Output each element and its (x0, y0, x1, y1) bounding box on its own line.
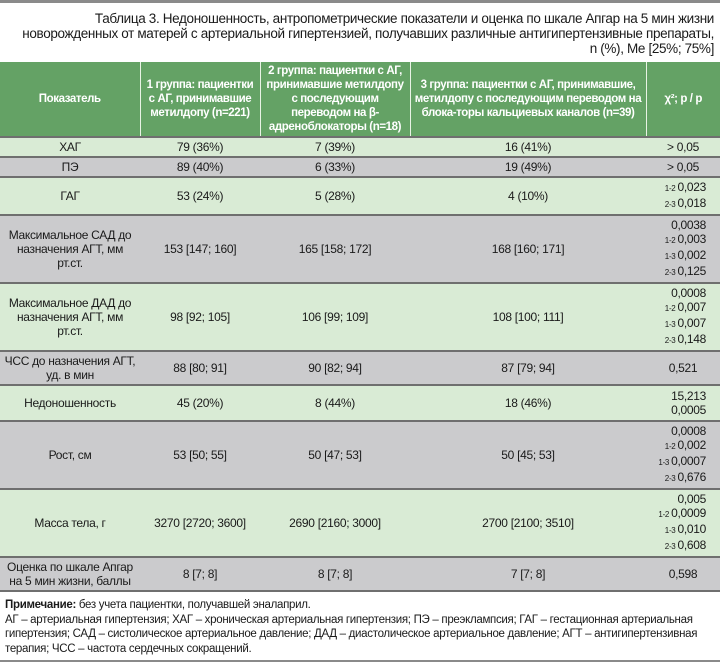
p-value: 0,125 (677, 264, 706, 278)
p-value-line (649, 389, 706, 403)
p-value: > 0,05 (667, 160, 699, 174)
table-row (0, 215, 720, 283)
p-value-cell (646, 351, 720, 385)
p-value: 0,0008 (671, 424, 706, 438)
p-value-cell (646, 177, 720, 215)
group-2-value: 7 (39%) (260, 137, 410, 157)
comparison-label: 2-3 (664, 200, 676, 209)
group-2-value: 2690 [2160; 3000] (260, 489, 410, 557)
p-value-line (649, 264, 706, 280)
table-row (0, 385, 720, 421)
group-3-value: 2700 [2100; 3510] (410, 489, 646, 557)
group-3-value: 4 (10%) (410, 177, 646, 215)
group-2-value: 90 [82; 94] (260, 351, 410, 385)
p-value-cell (646, 283, 720, 351)
comparison-label: 1-3 (658, 458, 670, 467)
table-row (0, 283, 720, 351)
p-value-line (649, 218, 706, 232)
p-value: 0,023 (677, 180, 706, 194)
group-1-value: 53 (24%) (140, 177, 260, 215)
group-3-value: 18 (46%) (410, 385, 646, 421)
p-value-cell (646, 489, 720, 557)
header-group-2: 2 группа: пациентки с АГ, принимавшие метилдопу с последующим переводом на β-адреноблокаторы (n=18) (260, 62, 410, 137)
row-label: ХАГ (0, 137, 140, 157)
p-value: 0,0005 (671, 403, 706, 417)
p-value: 0,010 (677, 522, 706, 536)
p-value-line (649, 196, 706, 212)
header-group-3: 3 группа: пациентки с АГ, принимавшие, метилдопу с последующим переводом на блока-торы кальциевых каналов (n=39) (410, 62, 646, 137)
p-value-line (649, 232, 706, 248)
p-value-line (649, 180, 706, 196)
comparison-label: 2-3 (664, 474, 676, 483)
comparison-label: 1-2 (664, 304, 676, 313)
comparison-label: 1-2 (658, 510, 670, 519)
table-row (0, 157, 720, 177)
group-3-value: 19 (49%) (410, 157, 646, 177)
group-3-value: 7 [7; 8] (410, 557, 646, 591)
notes-text: без учета пациентки, получавшей эналаприл. (76, 599, 311, 611)
row-label: Максимальное ДАД до назначения АГТ, мм рт.ст. (0, 283, 140, 351)
group-2-value: 106 [99; 109] (260, 283, 410, 351)
p-value-cell (646, 557, 720, 591)
group-1-value: 98 [92; 105] (140, 283, 260, 351)
p-value-line (649, 332, 706, 348)
group-1-value: 79 (36%) (140, 137, 260, 157)
p-value: 0,0008 (671, 286, 706, 300)
p-value-line (649, 506, 706, 522)
row-label: ЧСС до назначения АГТ, уд. в мин (0, 351, 140, 385)
p-value-line (649, 140, 717, 154)
comparison-label: 2-3 (664, 268, 676, 277)
p-value-cell (646, 215, 720, 283)
table-row (0, 489, 720, 557)
p-value: 0,608 (677, 538, 706, 552)
table-row (0, 421, 720, 489)
notes-label: Примечание: (5, 599, 76, 611)
p-value: 0,018 (677, 196, 706, 210)
p-value-cell (646, 385, 720, 421)
p-value-line (649, 403, 706, 417)
p-value: 0,598 (668, 567, 698, 581)
notes-abbreviations: АГ – артериальная гипертензия; ХАГ – хроническая артериальная гипертензия; ПЭ – преэклампсия; ГАГ – гестационная артериальная гипертензия; САД – систолическое артериальное давление; ДАД – диастолическое артериальное давление; АГТ – антигипертензивная терапия; ЧСС – частота сердечных сокращений. (5, 613, 698, 655)
p-value: 0,148 (677, 332, 706, 346)
table-row (0, 137, 720, 157)
group-1-value: 8 [7; 8] (140, 557, 260, 591)
p-value-line (649, 454, 706, 470)
header-indicator: Показатель (0, 62, 140, 137)
group-1-value: 45 (20%) (140, 385, 260, 421)
header-p-value: χ²; p / p (646, 62, 720, 137)
table-row (0, 177, 720, 215)
p-value-line (649, 424, 706, 438)
p-value-line (649, 248, 706, 264)
table-notes (5, 598, 715, 656)
p-value-line (649, 438, 706, 454)
p-value: > 0,05 (667, 140, 699, 154)
comparison-label: 1-2 (664, 442, 676, 451)
row-label: Рост, см (0, 421, 140, 489)
top-rule (0, 0, 720, 3)
group-3-value: 50 [45; 53] (410, 421, 646, 489)
group-3-value: 87 [79; 94] (410, 351, 646, 385)
table-row (0, 557, 720, 591)
group-2-value: 8 [7; 8] (260, 557, 410, 591)
comparison-label: 1-2 (664, 236, 676, 245)
group-3-value: 108 [100; 111] (410, 283, 646, 351)
group-2-value: 50 [47; 53] (260, 421, 410, 489)
p-value: 0,007 (677, 300, 706, 314)
row-label: ПЭ (0, 157, 140, 177)
comparison-label: 1-3 (664, 320, 676, 329)
table-row (0, 351, 720, 385)
comparison-label: 2-3 (664, 542, 676, 551)
p-value: 0,676 (677, 470, 706, 484)
row-label: Масса тела, г (0, 489, 140, 557)
group-1-value: 153 [147; 160] (140, 215, 260, 283)
group-1-value: 88 [80; 91] (140, 351, 260, 385)
p-value-cell (646, 421, 720, 489)
comparison-label: 1-3 (664, 252, 676, 261)
group-1-value: 89 (40%) (140, 157, 260, 177)
p-value-line (649, 300, 706, 316)
group-1-value: 53 [50; 55] (140, 421, 260, 489)
p-value-line (649, 567, 717, 581)
p-value: 0,002 (677, 248, 706, 262)
group-3-value: 168 [160; 171] (410, 215, 646, 283)
p-value-line (649, 538, 706, 554)
comparison-label: 1-2 (664, 184, 676, 193)
p-value: 0,0009 (671, 506, 706, 520)
p-value-line (649, 316, 706, 332)
data-table (0, 62, 720, 592)
header-group-1: 1 группа: пациентки с АГ, принимавшие метилдопу (n=221) (140, 62, 260, 137)
group-2-value: 5 (28%) (260, 177, 410, 215)
row-label: ГАГ (0, 177, 140, 215)
p-value: 0,0007 (671, 454, 706, 468)
group-1-value: 3270 [2720; 3600] (140, 489, 260, 557)
p-value: 15,213 (671, 389, 706, 403)
header-row (0, 62, 720, 137)
p-value-cell (646, 157, 720, 177)
group-3-value: 16 (41%) (410, 137, 646, 157)
row-label: Максимальное САД до назначения АГТ, мм рт.ст. (0, 215, 140, 283)
comparison-label: 2-3 (664, 336, 676, 345)
p-value-line (649, 470, 706, 486)
group-2-value: 8 (44%) (260, 385, 410, 421)
p-value-line (649, 522, 706, 538)
p-value: 0,007 (677, 316, 706, 330)
p-value-cell (646, 137, 720, 157)
p-value: 0,521 (668, 361, 698, 375)
table-title: Таблица 3. Недоношенность, антропометрические показатели и оценка по шкале Апгар на 5 мин жизни новорожденных от матерей с артериальной гипертензией, получавших различные антигипертензивные препараты, n (%), Me [25%; 75%] (22, 11, 714, 56)
p-value: 0,002 (677, 438, 706, 452)
row-label: Недоношенность (0, 385, 140, 421)
row-label: Оценка по шкале Апгар на 5 мин жизни, баллы (0, 557, 140, 591)
group-2-value: 6 (33%) (260, 157, 410, 177)
p-value: 0,0038 (671, 218, 706, 232)
p-value-line (649, 361, 717, 375)
comparison-label: 1-3 (664, 526, 676, 535)
p-value: 0,003 (677, 232, 706, 246)
p-value-line (649, 160, 717, 174)
group-2-value: 165 [158; 172] (260, 215, 410, 283)
p-value: 0,005 (677, 492, 706, 506)
p-value-line (649, 492, 706, 506)
p-value-line (649, 286, 706, 300)
